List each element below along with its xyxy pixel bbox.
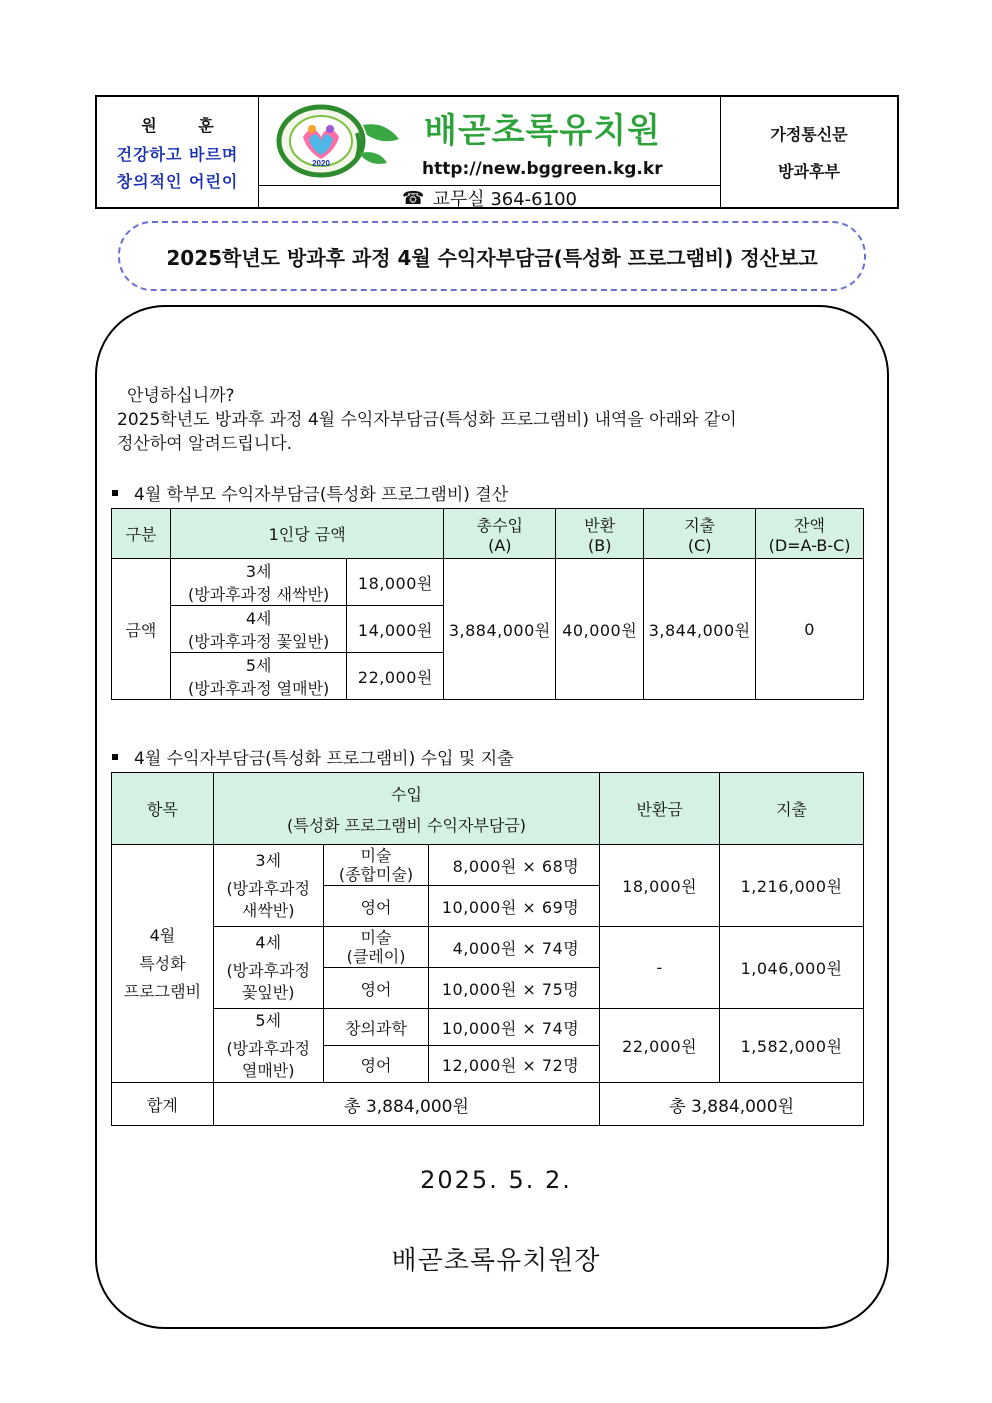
age-class-cell: 3세 (방과후과정 새싹반) (213, 845, 323, 927)
header-income: 수입 (특성화 프로그램비 수익자부담금) (213, 773, 599, 845)
intro-line-1: 2025학년도 방과후 과정 4월 수익자부담금(특성화 프로그램비) 내역을 아래와 같이 (117, 410, 737, 430)
school-name: 배곧초록유치원 (424, 111, 661, 151)
total-row (112, 1083, 864, 1126)
total-income-value: 3,884,000원 (444, 559, 556, 700)
income-expense-table (111, 772, 864, 1126)
school-logo (273, 103, 405, 179)
per-person-amount: 18,000원 (347, 559, 444, 606)
program-calc: 10,000원 × 74명 (429, 1009, 600, 1046)
expense-value: 3,844,000원 (644, 559, 756, 700)
refund-value: 40,000원 (556, 559, 644, 700)
motto-title: 원 훈 (141, 115, 232, 135)
header-expense: 지출 (720, 773, 864, 845)
phone-line (259, 185, 720, 210)
header-total-income: 총수입 (A) (444, 509, 556, 559)
intro-text (117, 384, 737, 456)
settlement-table (111, 508, 864, 700)
table-row (112, 845, 864, 886)
program-name: 미술 (종합미술) (323, 845, 429, 886)
header-expense: 지출 (C) (644, 509, 756, 559)
phone-icon: ☎ (402, 187, 425, 209)
header-balance: 잔액 (D=A-B-C) (756, 509, 864, 559)
section-1-title: 4월 학부모 수익자부담금(특성화 프로그램비) 결산 (112, 480, 508, 505)
header-item: 항목 (112, 773, 214, 845)
signature: 배곧초록유치원장 (391, 1246, 601, 1276)
school-url[interactable]: http://new.bggreen.kg.kr (422, 159, 663, 179)
program-name: 미술 (클레이) (323, 927, 429, 968)
table-row (112, 1009, 864, 1046)
document-type (721, 97, 897, 207)
header-per-person: 1인당 금액 (170, 509, 443, 559)
age-class-cell: 3세 (방과후과정 새싹반) (170, 559, 347, 606)
refund-value: 18,000원 (600, 845, 720, 927)
per-person-amount: 22,000원 (347, 653, 444, 700)
program-calc: 10,000원 × 69명 (429, 886, 600, 927)
program-name: 영어 (323, 886, 429, 927)
document-title: 2025학년도 방과후 과정 4월 수익자부담금(특성화 프로그램비) 정산보고 (166, 245, 818, 270)
letterhead (95, 95, 899, 209)
greeting: 안녕하십니까? (127, 386, 235, 406)
phone-label: 교무실 364-6100 (432, 189, 577, 210)
program-calc: 8,000원 × 68명 (429, 845, 600, 886)
motto-line-1: 건강하고 바르며 (116, 144, 239, 164)
issue-date: 2025. 5. 2. (420, 1166, 572, 1194)
expense-value: 1,582,000원 (720, 1009, 864, 1083)
intro-line-2: 정산하여 알려드립니다. (117, 434, 293, 454)
school-motto (97, 97, 259, 207)
svg-text:2020: 2020 (312, 159, 330, 168)
department-label: 방과후부 (778, 162, 840, 181)
total-income: 총 3,884,000원 (213, 1083, 599, 1126)
document-title-box (118, 221, 866, 291)
motto-line-2: 창의적인 어린이 (116, 171, 239, 191)
item-label: 4월 특성화 프로그램비 (112, 845, 214, 1083)
program-calc: 4,000원 × 74명 (429, 927, 600, 968)
program-calc: 10,000원 × 75명 (429, 968, 600, 1009)
row-label-amount: 금액 (112, 559, 171, 700)
program-name: 창의과학 (323, 1009, 429, 1046)
refund-value: - (600, 927, 720, 1009)
program-name: 영어 (323, 1046, 429, 1083)
expense-value: 1,046,000원 (720, 927, 864, 1009)
program-calc: 12,000원 × 72명 (429, 1046, 600, 1083)
total-label: 합계 (112, 1083, 214, 1126)
bullet-icon (112, 754, 118, 760)
age-class-cell: 4세 (방과후과정 꽃잎반) (170, 606, 347, 653)
age-class-cell: 5세 (방과후과정 열매반) (213, 1009, 323, 1083)
total-outgoing: 총 3,884,000원 (600, 1083, 864, 1126)
school-info (259, 97, 721, 210)
header-refund: 반환금 (600, 773, 720, 845)
table-row (112, 927, 864, 968)
age-class-cell: 5세 (방과후과정 열매반) (170, 653, 347, 700)
age-class-cell: 4세 (방과후과정 꽃잎반) (213, 927, 323, 1009)
balance-value: 0 (756, 559, 864, 700)
header-refund: 반환 (B) (556, 509, 644, 559)
program-name: 영어 (323, 968, 429, 1009)
expense-value: 1,216,000원 (720, 845, 864, 927)
table-row (112, 559, 864, 606)
refund-value: 22,000원 (600, 1009, 720, 1083)
bullet-icon (112, 490, 118, 496)
section-2-title: 4월 수익자부담금(특성화 프로그램비) 수입 및 지출 (112, 744, 514, 769)
header-category: 구분 (112, 509, 171, 559)
doc-type-label: 가정통신문 (770, 125, 848, 144)
per-person-amount: 14,000원 (347, 606, 444, 653)
